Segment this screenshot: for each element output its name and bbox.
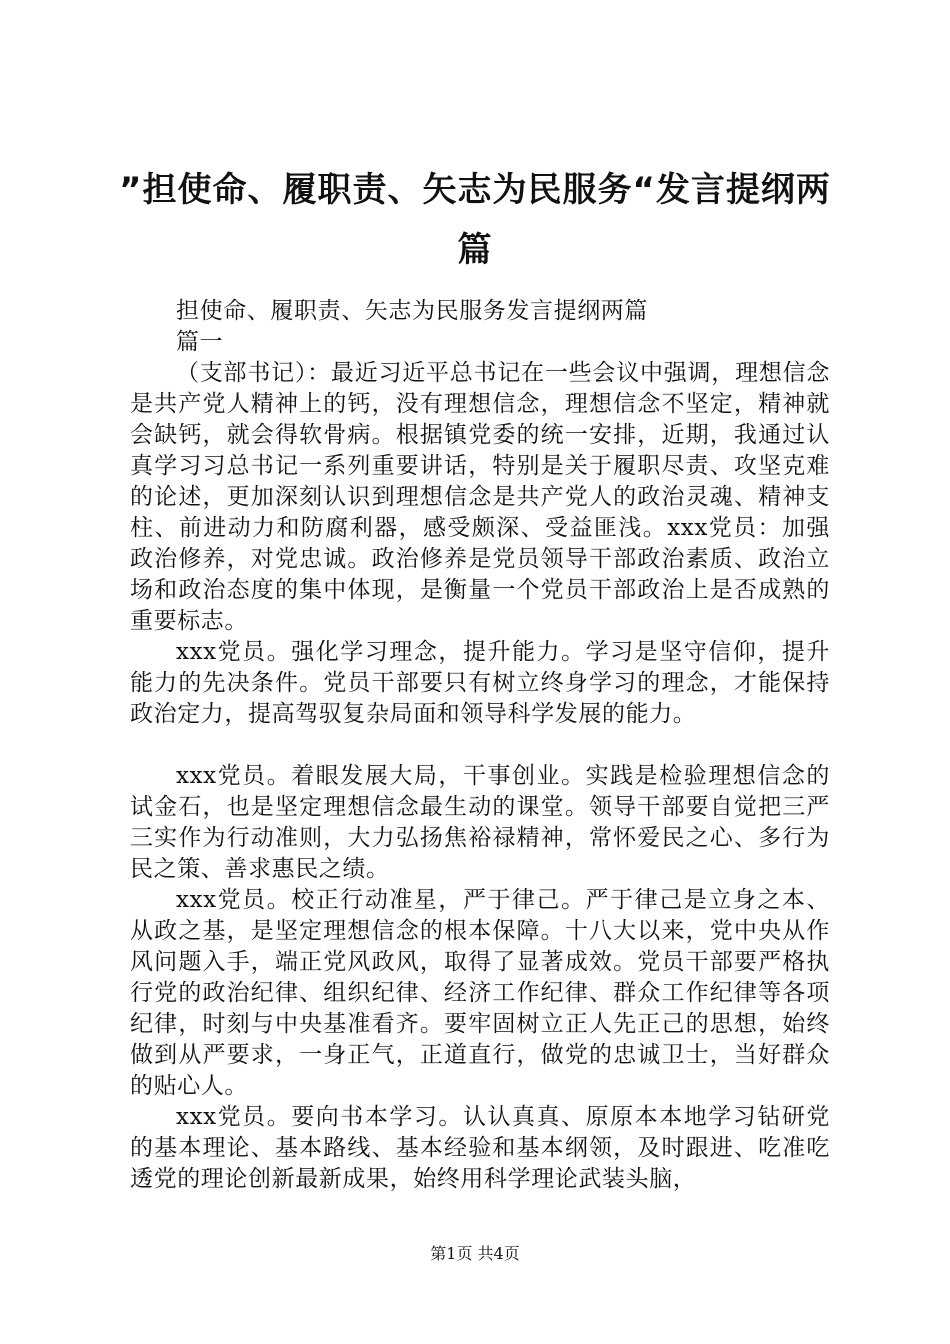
body-paragraph: xxx党员。强化学习理念，提升能力。学习是坚守信仰，提升能力的先决条件。党员干部要只有树立终身学习的理念，才能保持政治定力，提高驾驭复杂局面和领导科学发展的能力。 xyxy=(130,639,830,727)
body-paragraph: （支部书记）：最近习近平总书记在一些会议中强调，理想信念是共产党人精神上的钙，没有理想信念，理想信念不坚定，精神就会缺钙，就会得软骨病。根据镇党委的统一安排，近期，我通过认真学习习总书记一系列重要讲话，特别是关于履职尽责、攻坚克难的论述，更加深刻认识到理想信念是共产党人的政治灵魂、精神支柱、前进动力和防腐利器，感受颇深、受益匪浅。xxx党员：加强政治修养，对党忠诚。政治修养是党员领导干部政治素质、政治立场和政治态度的集中体现，是衡量一个党员干部政治上是否成熟的重要标志。 xyxy=(130,360,830,634)
body-paragraph: xxx党员。着眼发展大局，干事创业。实践是检验理想信念的试金石，也是坚定理想信念最生动的课堂。领导干部要自觉把三严三实作为行动准则，大力弘扬焦裕禄精神，常怀爱民之心、多行为民之策、善求惠民之绩。 xyxy=(130,763,830,882)
document-title: ”担使命、履职责、矢志为民服务“发言提纲两篇 xyxy=(119,170,831,270)
page-footer: 第1页 共4页 xyxy=(430,1244,520,1263)
subtitle-paragraph: 担使命、履职责、矢志为民服务发言提纲两篇 xyxy=(176,298,648,324)
document-body xyxy=(130,296,830,1195)
body-paragraph: xxx党员。校正行动准星，严于律己。严于律己是立身之本、从政之基，是坚定理想信念的根本保障。十八大以来，党中央从作风问题入手，端正党风政风，取得了显著成效。党员干部要严格执行党的政治纪律、组织纪律、经济工作纪律、群众工作纪律等各项纪律，时刻与中央基准看齐。要牢固树立正人先正己的思想，始终做到从严要求，一身正气，正道直行，做党的忠诚卫士，当好群众的贴心人。 xyxy=(130,887,830,1099)
section-heading: 篇一 xyxy=(176,329,224,355)
body-paragraph: xxx党员。要向书本学习。认认真真、原原本本地学习钻研党的基本理论、基本路线、基本经验和基本纲领，及时跟进、吃准吃透党的理论创新最新成果，始终用科学理论武装头脑， xyxy=(130,1104,830,1192)
